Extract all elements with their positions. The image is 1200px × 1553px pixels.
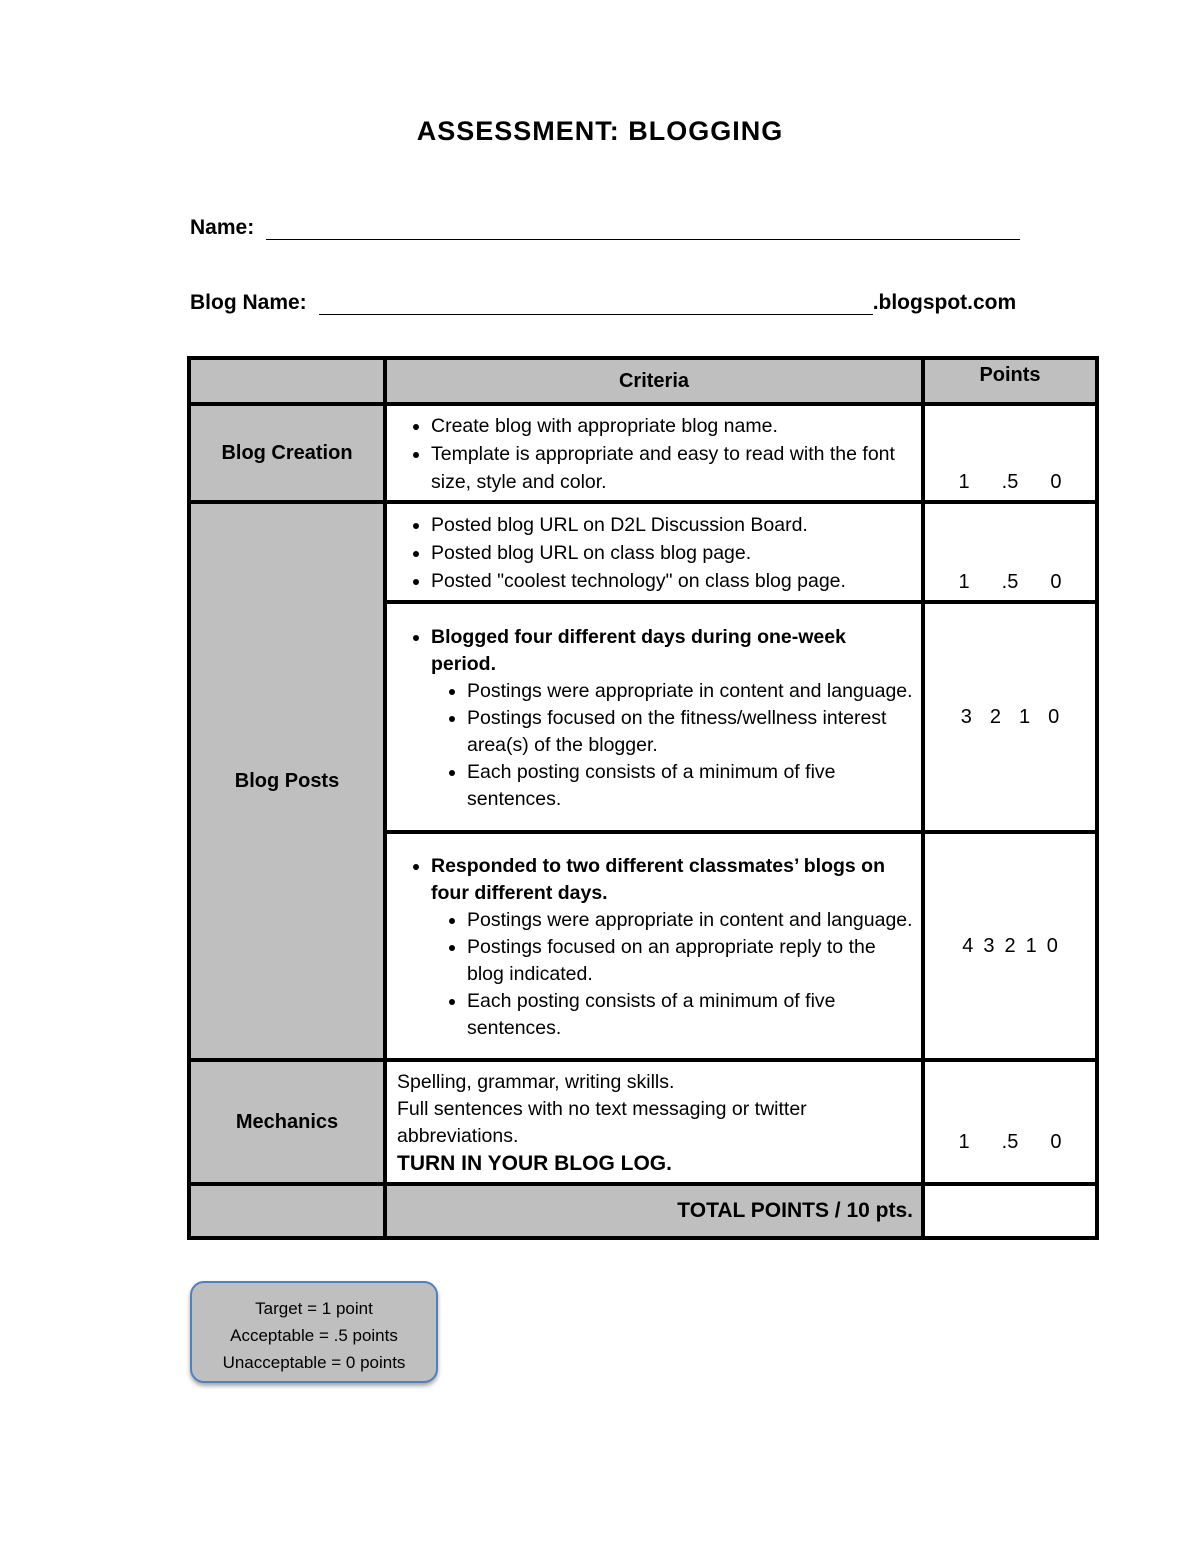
point-option[interactable]: 3: [960, 705, 972, 728]
points-blog-posts-responses: [923, 832, 1097, 1060]
point-option[interactable]: 4: [962, 934, 974, 957]
header-blank-cell: [189, 358, 385, 404]
criteria-heading: Blogged four different days during one-week period.: [431, 625, 846, 675]
point-option[interactable]: 1: [1025, 934, 1037, 957]
category-blog-creation: Blog Creation: [189, 404, 385, 502]
page-title: ASSESSMENT: BLOGGING: [416, 116, 784, 146]
point-option[interactable]: 0: [1050, 571, 1062, 593]
point-option[interactable]: .5: [1001, 1131, 1019, 1153]
list-item: • Postings focused on an appropriate reply to the blog indicated.: [467, 934, 913, 988]
criteria-blog-posts-urls: [385, 502, 923, 602]
list-item: • Each posting consists of a minimum of five sentences.: [467, 988, 913, 1042]
name-field: [190, 216, 1020, 240]
point-option[interactable]: 0: [1050, 471, 1062, 493]
point-option[interactable]: .5: [1001, 571, 1019, 593]
mechanics-note: TURN IN YOUR BLOG LOG.: [397, 1152, 672, 1175]
point-option[interactable]: 3: [983, 934, 995, 957]
list-item: • Create blog with appropriate blog name.: [431, 412, 913, 440]
name-label: Name:: [190, 216, 255, 239]
legend-unacceptable: Unacceptable = 0 points: [222, 1353, 406, 1372]
criteria-heading: Responded to two different classmates’ blogs on four different days.: [431, 854, 885, 904]
blog-name-label: Blog Name:: [190, 291, 307, 314]
blog-name-field: [190, 291, 1016, 315]
points-blog-posts-urls: [923, 502, 1097, 602]
list-item: • Postings focused on the fitness/wellness interest area(s) of the blogger.: [467, 705, 913, 759]
point-option[interactable]: 0: [1050, 1131, 1062, 1153]
point-option[interactable]: 1: [1019, 705, 1031, 728]
name-input-line[interactable]: [266, 217, 1020, 240]
point-option[interactable]: 1: [958, 1131, 970, 1153]
list-item: • Posted blog URL on class blog page.: [431, 539, 913, 567]
points-mechanics: [923, 1060, 1097, 1184]
points-blog-posts-frequency: [923, 602, 1097, 832]
category-mechanics: Mechanics: [189, 1060, 385, 1184]
criteria-blog-creation: [385, 404, 923, 502]
list-item: [431, 624, 913, 813]
criteria-blog-posts-responses: [385, 832, 923, 1060]
points-blog-creation: [923, 404, 1097, 502]
header-row: [189, 358, 1097, 404]
list-item: [431, 853, 913, 1042]
list-item: • Postings were appropriate in content and language.: [467, 678, 913, 705]
blog-name-suffix: .blogspot.com: [872, 291, 1017, 314]
row-blog-posts-a: [189, 502, 1097, 602]
mechanics-line: Spelling, grammar, writing skills.: [397, 1071, 675, 1093]
header-points: Points: [923, 358, 1097, 404]
row-mechanics: [189, 1060, 1097, 1184]
legend-acceptable: Acceptable = .5 points: [230, 1326, 398, 1345]
criteria-mechanics: [385, 1060, 923, 1184]
scoring-legend: [190, 1281, 438, 1383]
point-option[interactable]: 2: [1004, 934, 1016, 957]
point-option[interactable]: 0: [1046, 934, 1058, 957]
list-item: • Postings were appropriate in content and language.: [467, 907, 913, 934]
total-points-cell[interactable]: [923, 1184, 1097, 1238]
point-option[interactable]: .5: [1001, 471, 1019, 493]
list-item: • Posted blog URL on D2L Discussion Board.: [431, 511, 913, 539]
criteria-blog-posts-frequency: [385, 602, 923, 832]
list-item: • Template is appropriate and easy to read with the font size, style and color.: [431, 440, 913, 496]
category-blog-posts: Blog Posts: [189, 502, 385, 1060]
rubric-table: [187, 356, 1099, 1240]
row-total: [189, 1184, 1097, 1238]
legend-target: Target = 1 point: [255, 1299, 373, 1318]
row-blog-creation: [189, 404, 1097, 502]
blog-name-input-line[interactable]: [319, 292, 873, 315]
total-label: TOTAL POINTS / 10 pts.: [385, 1184, 923, 1238]
point-option[interactable]: 1: [958, 571, 970, 593]
header-criteria: Criteria: [385, 358, 923, 404]
total-blank-cell: [189, 1184, 385, 1238]
point-option[interactable]: 2: [989, 705, 1001, 728]
point-option[interactable]: 1: [958, 471, 970, 493]
list-item: • Posted "coolest technology" on class blog page.: [431, 567, 913, 595]
point-option[interactable]: 0: [1048, 705, 1060, 728]
list-item: • Each posting consists of a minimum of five sentences.: [467, 759, 913, 813]
mechanics-line: Full sentences with no text messaging or twitter abbreviations.: [397, 1098, 807, 1147]
